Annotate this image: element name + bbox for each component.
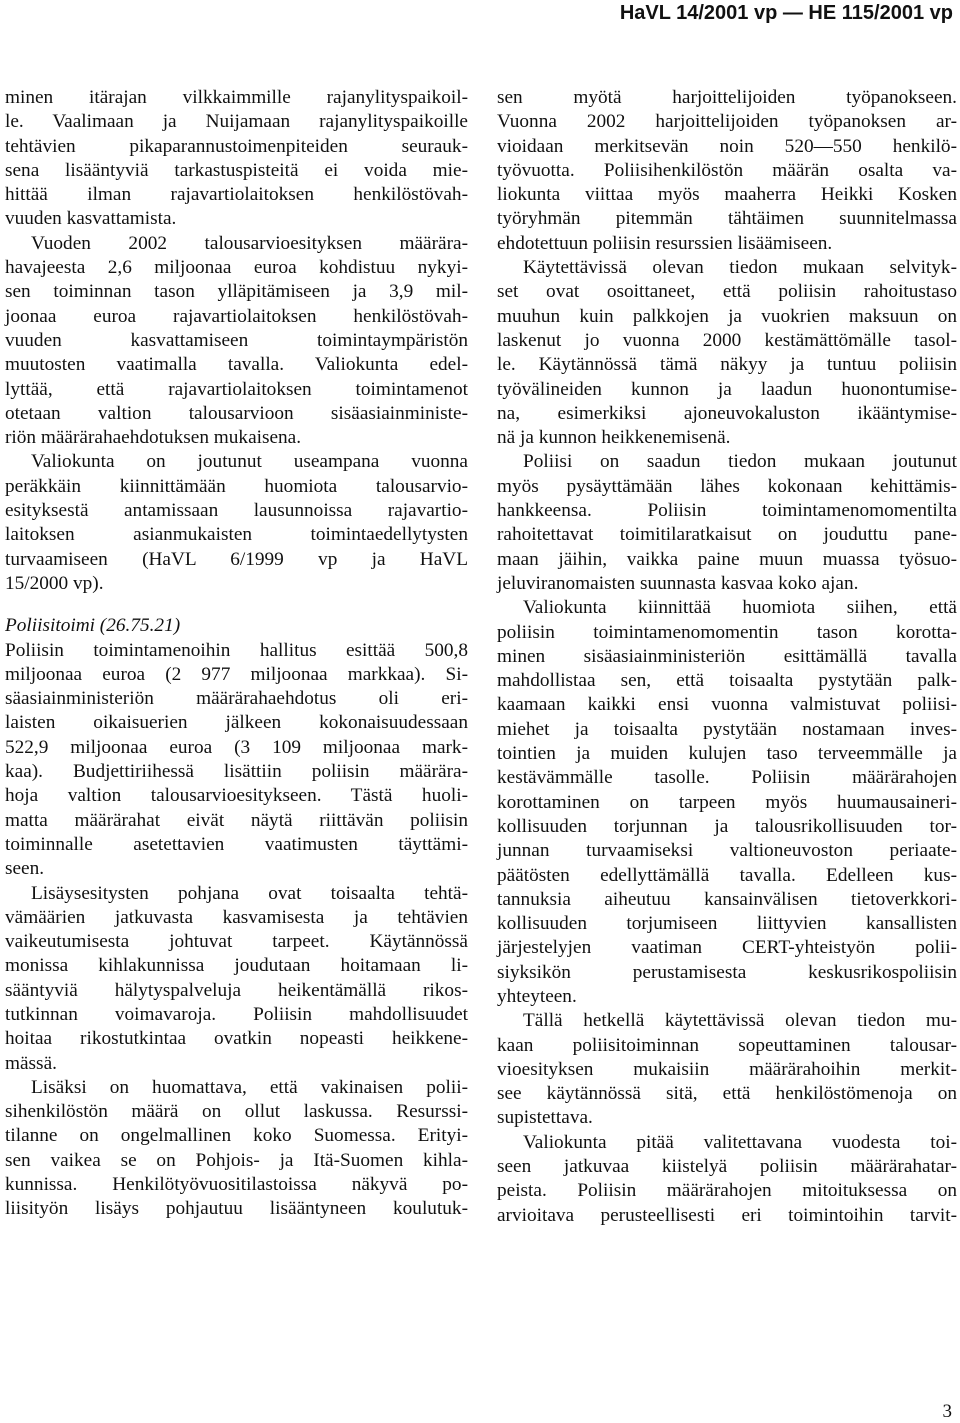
text-line: muuhun kuin palkkojen ja vuokrien maksuun on	[497, 305, 957, 327]
paragraph	[497, 450, 957, 596]
page-header: HaVL 14/2001 vp — HE 115/2001 vp	[619, 2, 953, 24]
text-line: mahdollistaa sen, että toisaalta pystytään palk-	[497, 670, 957, 692]
text-line: na, esimerkiksi ajoneuvokaluston ikääntymise-	[497, 402, 957, 424]
text-line: seen jatkuvaa kiistelyä poliisin määrärahatar-	[497, 1156, 957, 1178]
paragraph	[5, 232, 468, 451]
text-line: 522,9 miljoonaa euroa (3 109 miljoonaa mark-	[5, 736, 468, 758]
text-line: minen sisäasiainministeriön esittämällä tavalla	[497, 645, 957, 667]
text-line: tilanne on ongelmallinen koko Suomessa. Erityi-	[5, 1125, 468, 1147]
text-line: riön määrärahaehdotuksen mukaisena.	[5, 427, 302, 449]
text-line: kollisuuden torjunnan ja talousrikollisuuden tor-	[497, 815, 957, 837]
text-line: Lisäysesitysten pohjana ovat toisaalta tehtä-	[31, 882, 468, 904]
text-line: seen.	[5, 858, 45, 880]
text-line: Vuoden 2002 talousarvioesityksen määrära-	[31, 232, 468, 254]
section-heading: Poliisitoimi (26.75.21)	[5, 615, 181, 637]
text-line: Valiokunta pitää valitettavana vuodesta toi-	[523, 1131, 957, 1153]
text-line: miljoonaa euroa (2 977 miljoonaa markkaa). Si-	[5, 663, 468, 685]
text-line: tannuksia aiheutuu kansainvälisen tietoverkkori-	[497, 888, 957, 910]
text-line: Poliisi on saadun tiedon mukaan joutunut	[523, 451, 957, 473]
text-line: Valiokunta on joutunut useampana vuonna	[31, 451, 468, 473]
text-line: minen itärajan vilkkaimmille rajanylityspaikoil-	[5, 87, 468, 108]
text-line: vuuden kasvattamista.	[5, 208, 177, 230]
paragraph	[5, 450, 468, 596]
text-line: le. Vaalimaan ja Nuijamaan rajanylityspaikoille	[5, 111, 468, 133]
page-number: 3	[942, 1401, 952, 1422]
text-line: joonaa euroa rajavartiolaitoksen henkilöstövah-	[5, 305, 468, 327]
text-line: arvioitava perusteellisesti eri toimintoihin tarvit-	[497, 1204, 957, 1226]
text-line: laitoksen asianmukaisten toimintaedellytysten	[5, 524, 468, 546]
text-line: laisten oikaisuerien jälkeen kokonaisuudessaan	[5, 712, 468, 734]
text-line: kestävämmälle tasolle. Poliisin määrärahojen	[497, 767, 957, 789]
text-line: otetaan valtion talousarvioon sisäasiainministe-	[5, 402, 468, 424]
text-line: kaan poliisitoiminnan sopeuttaminen talousar-	[497, 1034, 957, 1056]
text-line: jeluviranomaisten suunnasta kasvaa koko ajan.	[497, 572, 859, 594]
paragraph	[5, 882, 468, 1076]
text-line: Lisäksi on huomattava, että vakinaisen polii-	[31, 1076, 468, 1098]
text-line: havajeesta 2,6 miljoonaa euroa kohdistuu nykyi-	[5, 257, 468, 279]
text-line: sena lisääntyviä tarkastuspisteitä ei voida mie-	[5, 159, 468, 181]
text-line: työvuotta. Poliisihenkilöstön määrän osalta va-	[497, 159, 957, 181]
text-line: hankkeensa. Poliisin toimintamenomomentilta	[497, 500, 957, 522]
right-column	[497, 86, 957, 1228]
text-line: turvaamiseen (HaVL 6/1999 vp ja HaVL	[5, 548, 468, 570]
text-line: matta määrärahat eivät näytä riittävän poliisin	[5, 809, 468, 831]
text-line: junnan turvaamiseksi valtioneuvoston periaate-	[497, 840, 957, 862]
paragraph	[5, 1076, 468, 1222]
text-line: liisityön lisäys pohjautuu lisääntyneen koulutuk-	[5, 1198, 468, 1220]
text-line: työvälineiden kunnon ja laadun huonontumise-	[497, 378, 957, 400]
text-line: päätösten edellyttämällä tavalla. Edelleen kus-	[497, 864, 957, 886]
paragraph	[497, 256, 957, 450]
text-line: rahoitettavat toimitilaratkaisut on jouduttu pane-	[497, 524, 957, 546]
paragraph	[497, 596, 957, 1009]
text-line: kollisuuden torjumiseen liittyvien kansallisten	[497, 913, 957, 935]
text-line: le. Käytännössä tämä näkyy ja tuntuu poliisin	[497, 354, 957, 376]
text-line: maan jäihin, vaikka paine muun muassa työsuo-	[497, 548, 957, 570]
text-line: hoja valtion talousarvioesitykseen. Tästä huoli-	[5, 785, 468, 807]
text-line: toiminnalle asetettavien vaatimusten täyttämi-	[5, 833, 468, 855]
paragraph	[497, 1131, 957, 1228]
text-line: sihenkilöstön määrä on ollut laskussa. Resurssi-	[5, 1101, 468, 1123]
text-line: tutkinnan voimavaroja. Poliisin mahdollisuudet	[5, 1003, 468, 1025]
text-line: 15/2000 vp).	[5, 572, 104, 594]
text-line: vaikeutumisesta johtuvat tarpeet. Käytännössä	[5, 931, 468, 953]
text-line: poliisin toimintamenomomentin tason korotta-	[497, 621, 957, 643]
text-line: ehdotettuun poliisin resurssien lisäämiseen.	[497, 232, 833, 254]
text-line: miehet ja toisaalta pystytään nostamaan inves-	[497, 718, 957, 740]
text-line: säasiainministeriön määrärahaehdotus oli eri-	[5, 688, 468, 710]
text-line: set ovat osoittaneet, että poliisin rahoitustaso	[497, 281, 957, 303]
text-line: hittää ilman rajavartiolaitoksen henkilöstövah-	[5, 184, 468, 206]
text-line: vämäärien jatkuvasta kasvamisesta ja tehtävien	[5, 906, 468, 928]
text-line: vioidaan merkitsevän noin 520—550 henkilö-	[497, 135, 957, 157]
text-line: kaa). Budjettiriihessä lisättiin poliisin määrära-	[5, 761, 468, 783]
text-line: muutosten vaatimalla tavalla. Valiokunta edel-	[5, 354, 468, 376]
paragraph	[5, 86, 468, 232]
text-line: sen toiminnan tason ylläpitämiseen ja 3,9 mil-	[5, 281, 468, 303]
paragraph	[5, 639, 468, 882]
text-line: nä ja kunnon heikkenemisenä.	[497, 427, 731, 449]
left-column	[5, 86, 468, 1222]
text-line: lyttää, että rajavartiolaitoksen toimintamenot	[5, 378, 468, 400]
text-line: Poliisin toimintamenoihin hallitus esittää 500,8	[5, 639, 468, 661]
text-line: kaamaan kaikki ensi vuonna valmistuvat poliisi-	[497, 694, 957, 716]
text-line: Vuonna 2002 harjoittelijoiden työpanoksen ar-	[497, 111, 957, 133]
text-line: mässä.	[5, 1052, 57, 1074]
text-line: esityksestä antamissaan lausunnoissa rajavartio-	[5, 500, 468, 522]
text-line: sääntyviä hälytyspalveluja heikentämällä rikos-	[5, 979, 468, 1001]
text-line: tointien ja muiden kulujen taso terveemmälle ja	[497, 743, 957, 765]
text-line: see käytännössä sitä, että henkilöstömenoja on	[497, 1083, 957, 1105]
text-line: laskenut jo vuonna 2000 kestämättömälle tasol-	[497, 329, 957, 351]
text-line: järjestelyjen vaatiman CERT-yhteistyön polii-	[497, 937, 957, 959]
text-line: peista. Poliisin määrärahojen mitoituksessa on	[497, 1180, 957, 1202]
text-line: työryhmän pitemmän tähtäimen suunnitelmassa	[497, 208, 957, 230]
text-line: Valiokunta kiinnittää huomiota siihen, että	[523, 597, 957, 619]
text-line: Tällä hetkellä käytettävissä olevan tiedon mu-	[523, 1010, 957, 1032]
text-line: vuuden kasvattamiseen toimintaympäristön	[5, 329, 468, 351]
paragraph	[497, 1009, 957, 1130]
text-line: siyksikön perustamisesta keskusrikospoliisin	[497, 961, 957, 983]
text-line: korottaminen on tarpeen myös huumausaineri-	[497, 791, 957, 813]
text-line: vioesityksen mukaisiin määrärahoihin merkit-	[497, 1058, 957, 1080]
text-line: sen myötä harjoittelijoiden työpanokseen.	[497, 87, 957, 108]
text-line: yhteyteen.	[497, 985, 577, 1007]
text-line: kunnissa. Henkilötyövuositilastoissa näkyvä po-	[5, 1174, 468, 1196]
text-line: Käytettävissä olevan tiedon mukaan selvityk-	[523, 257, 957, 279]
text-line: supistettava.	[497, 1107, 593, 1129]
text-line: monissa kihlakunnissa joudutaan hoitamaan li-	[5, 955, 468, 977]
paragraph	[497, 86, 957, 256]
text-line: liokunta viittaa myös maaherra Heikki Kosken	[497, 184, 957, 206]
text-line: hoitaa rikostutkintaa ovatkin nopeasti heikkene-	[5, 1028, 468, 1050]
text-line: sen vaikea se on Pohjois- ja Itä-Suomen kihla-	[5, 1149, 468, 1171]
text-line: tehtävien pikaparannustoimenpiteiden seurauk-	[5, 135, 468, 157]
text-line: peräkkäin kiinnittämään huomiota talousarvio-	[5, 475, 468, 497]
text-line: myös pysäyttämään lähes kokonaan kehittämis-	[497, 475, 957, 497]
